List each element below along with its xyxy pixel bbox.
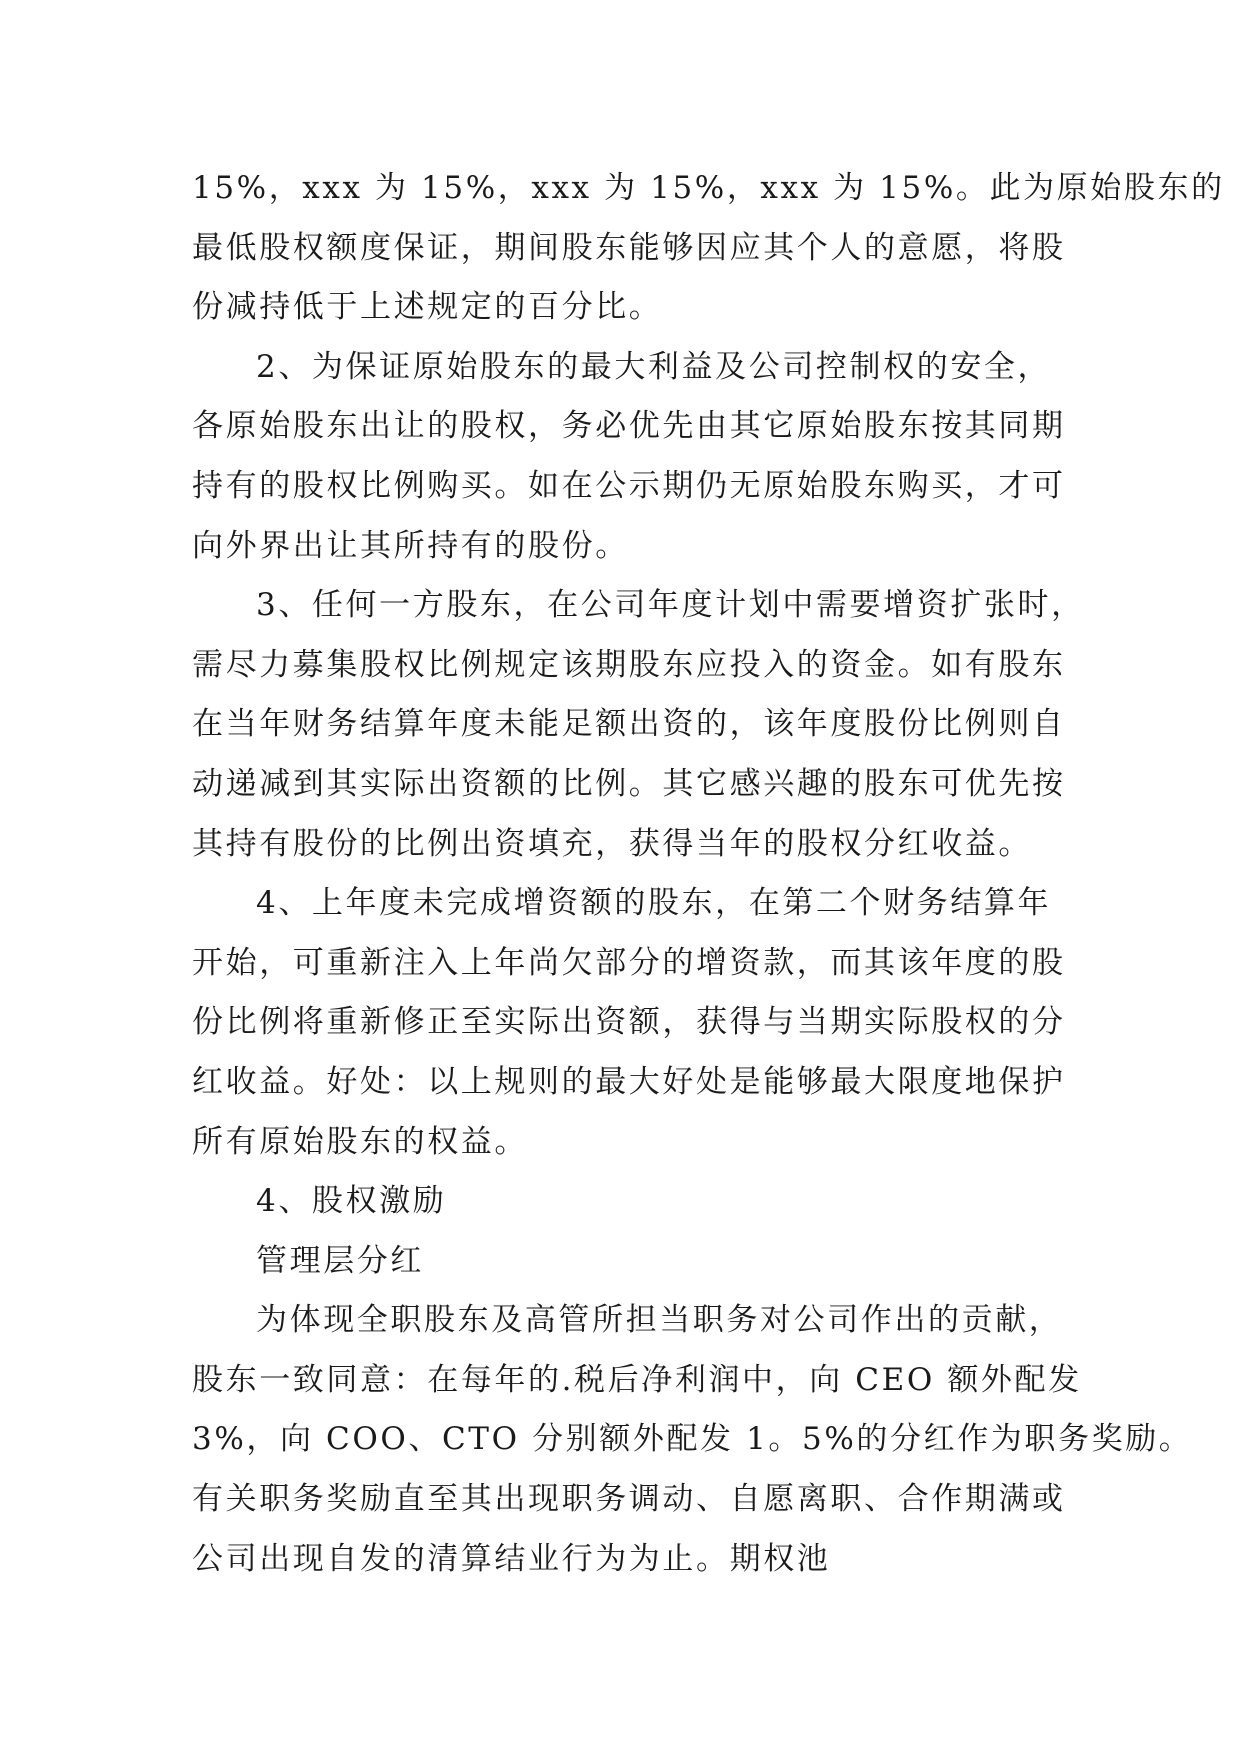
text-line: 为体现全职股东及高管所担当职务对公司作出的贡献， (256, 1302, 1063, 1339)
paragraph-item-2 (192, 338, 1072, 576)
text-line: 需尽力募集股权比例规定该期股东应投入的资金。如有股东 (192, 646, 1066, 683)
paragraph-item-3 (192, 576, 1085, 874)
text-line: 有关职务奖励直至其出现职务调动、自愿离职、合作期满或 (192, 1481, 1066, 1518)
document-body (192, 159, 1225, 1589)
text-line: 份比例将重新修正至实际出资额，获得与当期实际股权的分 (192, 1004, 1066, 1041)
text-line: 开始，可重新注入上年尚欠部分的增资款，而其该年度的股 (192, 944, 1066, 981)
text-line: 3%，向 COO、CTO 分别额外配发 1。5%的分红作为职务奖励。 (192, 1421, 1193, 1458)
text-line: 持有的股权比例购买。如在公示期仍无原始股东购买，才可 (192, 467, 1066, 504)
text-line: 所有原始股东的权益。 (192, 1123, 528, 1160)
heading-line: 管理层分红 (256, 1242, 424, 1279)
text-line: 动递减到其实际出资额的比例。其它感兴趣的股东可优先按 (192, 765, 1066, 802)
text-line: 2、为保证原始股东的最大利益及公司控制权的安全， (256, 348, 1052, 385)
section-heading-equity-incentive (192, 1172, 1072, 1232)
text-line: 股东一致同意：在每年的.税后净利润中，向 CEO 额外配发 (192, 1361, 1082, 1398)
text-line: 最低股权额度保证，期间股东能够因应其个人的意愿，将股 (192, 229, 1066, 266)
text-line: 3、任何一方股东，在公司年度计划中需要增资扩张时， (256, 587, 1085, 624)
text-line: 各原始股东出让的股权，务必优先由其它原始股东按其同期 (192, 408, 1066, 445)
text-line: 公司出现自发的清算结业行为为止。期权池 (192, 1540, 831, 1577)
text-line: 4、上年度未完成增资额的股东，在第二个财务结算年 (256, 885, 1052, 922)
text-line: 15%，xxx 为 15%，xxx 为 15%，xxx 为 15%。此为原始股东的 (192, 170, 1225, 206)
text-line: 红收益。好处：以上规则的最大好处是能够最大限度地保护 (192, 1063, 1066, 1100)
subheading-management-dividend (192, 1232, 1072, 1292)
text-line: 份减持低于上述规定的百分比。 (192, 289, 663, 326)
paragraph-item-4 (192, 874, 1072, 1172)
paragraph-management-dividend (192, 1291, 1193, 1589)
text-line: 其持有股份的比例出资填充，获得当年的股权分红收益。 (192, 825, 1032, 862)
text-line: 在当年财务结算年度未能足额出资的，该年度股份比例则自 (192, 706, 1066, 743)
paragraph-minimum-equity (192, 159, 1225, 338)
heading-line: 4、股权激励 (256, 1183, 447, 1220)
text-line: 向外界出让其所持有的股份。 (192, 527, 629, 564)
